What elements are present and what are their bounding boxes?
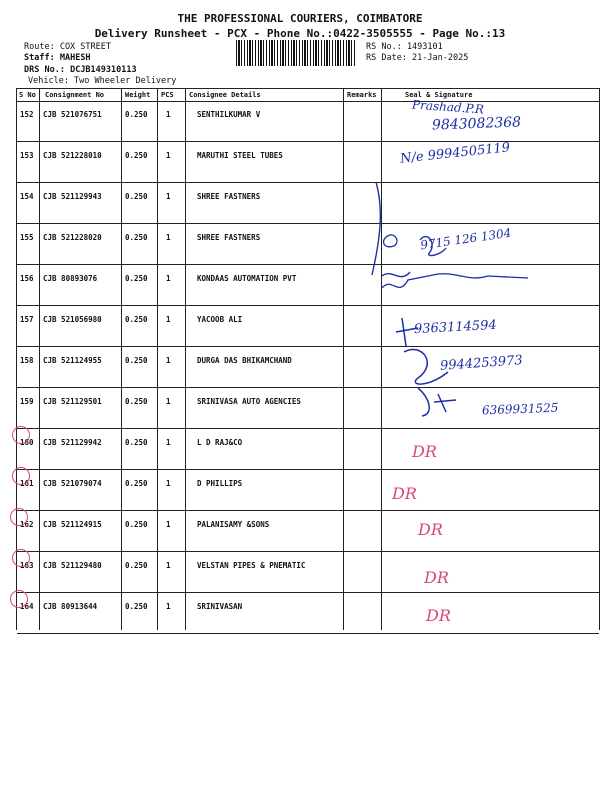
cell-consignee: SHREE FASTNERS [197,233,261,242]
cell-weight: 0.250 [125,561,148,570]
col-signature: Seal & Signature [405,91,473,99]
rts-mark: DR [392,484,417,503]
cell-pcs: 1 [166,356,171,365]
col-consignee: Consignee Details [189,91,261,99]
table-row [17,469,599,511]
cell-sno: 158 [20,356,34,365]
handwritten-phone: 9363114594 [413,317,498,338]
cell-consignee: VELSTAN PIPES & PNEMATIC [197,561,306,570]
table-row [17,428,599,470]
table-row [17,551,599,593]
row-circle-mark [10,508,28,526]
handwritten-signature-name: Prashad.P.R [411,97,485,117]
staff-name: MAHESH [59,53,91,63]
handwritten-scribble [378,268,558,418]
cell-sno: 154 [20,192,34,201]
cell-consignee: PALANISAMY &SONS [197,520,270,529]
handwritten-phone: 6369931525 [481,400,559,418]
rs-number: RS No.: 1493101 [366,42,443,52]
cell-weight: 0.250 [125,192,148,201]
cell-weight: 0.250 [125,479,148,488]
row-circle-mark [12,426,30,444]
cell-pcs: 1 [166,438,171,447]
cell-consignment: CJB 521076751 [43,110,102,119]
cell-weight: 0.250 [125,274,148,283]
handwritten-signature: N/e 9994505119 [399,140,511,167]
rts-mark: DR [418,520,443,539]
barcode [236,40,356,66]
row-circle-mark [12,467,30,485]
table-row [17,141,599,183]
cell-sno: 161 [20,479,34,488]
table-row [17,182,599,224]
cell-sno: 164 [20,602,34,611]
cell-consignment: CJB 521228020 [43,233,102,242]
runsheet-title: Delivery Runsheet - PCX - Phone No.:0422-3505555 - Page No.:13 [94,27,506,40]
drs-label: DRS No.: [24,65,65,75]
cell-weight: 0.250 [125,397,148,406]
cell-consignment: CJB 521129943 [43,192,102,201]
cell-weight: 0.250 [125,438,148,447]
cell-weight: 0.250 [125,356,148,365]
cell-consignee: KONDAAS AUTOMATION PVT [197,274,297,283]
cell-consignee: SENTHILKUMAR V [197,110,261,119]
row-circle-mark [10,590,28,608]
col-remarks: Remarks [347,91,377,99]
cell-weight: 0.250 [125,602,148,611]
cell-consignee: YACOOB ALI [197,315,243,324]
rts-mark: DR [424,568,449,587]
cell-consignee: SRINIVASAN [197,602,243,611]
cell-pcs: 1 [166,192,171,201]
cell-pcs: 1 [166,602,171,611]
cell-sno: 155 [20,233,34,242]
cell-weight: 0.250 [125,110,148,119]
cell-sno: 160 [20,438,34,447]
cell-sno: 162 [20,520,34,529]
handwritten-phone: 9715 126 1304 [419,225,513,253]
cell-pcs: 1 [166,520,171,529]
col-pcs: PCS [161,91,174,99]
handwritten-phone: 9843082368 [431,114,522,134]
cell-pcs: 1 [166,151,171,160]
staff-line [24,53,91,63]
cell-weight: 0.250 [125,315,148,324]
drs-number: DCJB149310113 [70,65,137,75]
col-consignment: Consignment No [45,91,105,99]
drs-line [24,65,137,75]
cell-weight: 0.250 [125,151,148,160]
cell-sno: 152 [20,110,34,119]
rts-mark: DR [426,606,451,625]
cell-sno: 153 [20,151,34,160]
cell-pcs: 1 [166,479,171,488]
table-row [17,223,599,265]
cell-consignment: CJB 521129501 [43,397,102,406]
cell-consignment: CJB 521228010 [43,151,102,160]
table-row [17,592,599,634]
cell-sno: 156 [20,274,34,283]
cell-consignment: CJB 521079074 [43,479,102,488]
rts-mark: DR [412,442,437,461]
cell-consignment: CJB 521056980 [43,315,102,324]
cell-consignee: SRINIVASA AUTO AGENCIES [197,397,301,406]
cell-pcs: 1 [166,397,171,406]
cell-pcs: 1 [166,315,171,324]
cell-sno: 159 [20,397,34,406]
cell-consignee: DURGA DAS BHIKAMCHAND [197,356,292,365]
cell-consignee: MARUTHI STEEL TUBES [197,151,283,160]
cell-weight: 0.250 [125,233,148,242]
route-label: Route: COX STREET [24,42,111,52]
vehicle-label: Vehicle: Two Wheeler Delivery [28,76,177,86]
col-weight: Weight [125,91,151,99]
cell-pcs: 1 [166,233,171,242]
cell-consignment: CJB 521124955 [43,356,102,365]
cell-pcs: 1 [166,274,171,283]
col-sno: S No [19,91,36,99]
cell-consignment: CJB 521124915 [43,520,102,529]
cell-pcs: 1 [166,110,171,119]
cell-consignment: CJB 80893076 [43,274,98,283]
cell-sno: 163 [20,561,34,570]
cell-consignment: CJB 80913644 [43,602,98,611]
cell-consignment: CJB 521129942 [43,438,102,447]
row-circle-mark [12,549,30,567]
company-name: THE PROFESSIONAL COURIERS, COIMBATORE [177,12,423,25]
cell-weight: 0.250 [125,520,148,529]
cell-consignment: CJB 521129480 [43,561,102,570]
cell-sno: 157 [20,315,34,324]
cell-pcs: 1 [166,561,171,570]
cell-consignee: L D RAJ&CO [197,438,243,447]
handwritten-phone: 9944253973 [439,353,524,374]
table-row [17,510,599,552]
staff-label: Staff: [24,53,55,63]
cell-consignee: D PHILLIPS [197,479,243,488]
cell-consignee: SHREE FASTNERS [197,192,261,201]
rs-date: RS Date: 21-Jan-2025 [366,53,469,63]
